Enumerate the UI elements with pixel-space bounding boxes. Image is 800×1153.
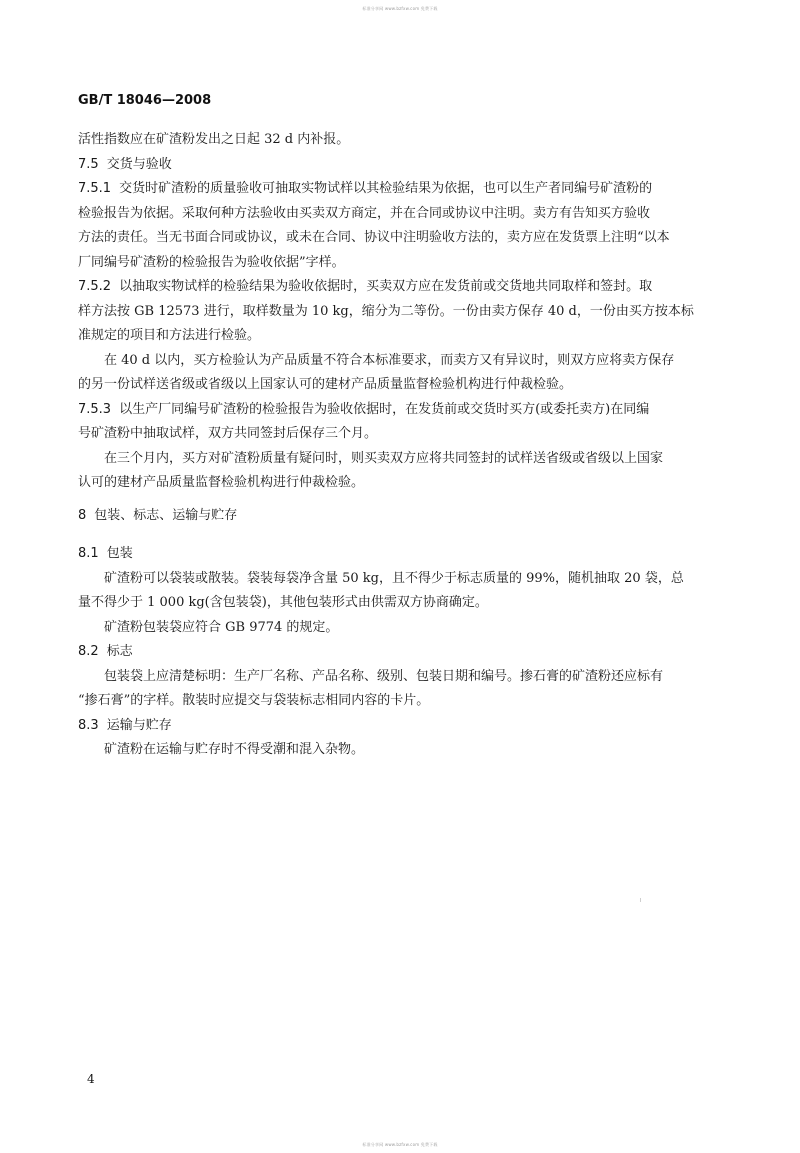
- paragraph-line: 矿渣粉包装袋应符合 GB 9774 的规定。: [104, 619, 339, 635]
- paragraph-line: 在 40 d 以内，买方检验认为产品质量不符合本标准要求，而卖方又有异议时，则双方应将卖方保存: [104, 352, 675, 368]
- section-8-3-heading: [78, 714, 726, 739]
- watermark-bottom: 标准分享网 www.bzfxw.com 免费下载: [362, 1142, 438, 1147]
- paragraph-line: 检验报告为依据。采取何种方法验收由买卖双方商定，并在合同或协议中注明。卖方有告知买方验收: [78, 205, 651, 221]
- section-7-5-heading: [78, 153, 726, 178]
- watermark-top: 标准分享网 www.bzfxw.com 免费下载: [362, 6, 438, 11]
- section-number: 7.5: [78, 156, 99, 172]
- document-body: [78, 128, 726, 763]
- paragraph-line: 包装袋上应清楚标明：生产厂名称、产品名称、级别、包装日期和编号。掺石膏的矿渣粉还应标有: [104, 668, 664, 684]
- clause-text: 以生产厂同编号矿渣粉的检验报告为验收依据时，在发货前或交货时买方(或委托卖方)在同编: [119, 401, 650, 417]
- section-8-2-heading: [78, 640, 726, 665]
- paragraph-line: 方法的责任。当无书面合同或协议，或未在合同、协议中注明验收方法的，卖方应在发货票上注明“以本: [78, 230, 670, 245]
- section-number: 8.2: [78, 644, 99, 659]
- clause-number: 7.5.1: [78, 181, 112, 196]
- paragraph-line: 的另一份试样送省级或省级以上国家认可的建材产品质量监督检验机构进行仲裁检验。: [78, 377, 573, 392]
- section-title: 运输与贮存: [106, 717, 172, 733]
- paragraph-line: 厂同编号矿渣粉的检验报告为验收依据”字样。: [78, 254, 345, 270]
- clause-number: 7.5.2: [78, 279, 112, 294]
- clause-text: 交货时矿渣粉的质量验收可抽取实物试样以其检验结果为依据，也可以生产者同编号矿渣粉的: [119, 181, 653, 196]
- section-8-1-heading: [78, 542, 726, 567]
- clause-7-5-2-line: [78, 275, 726, 300]
- section-title: 交货与验收: [106, 156, 172, 172]
- paragraph-line: 样方法按 GB 12573 进行，取样数量为 10 kg，缩分为二等份。一份由卖方保存 40 d，一份由买方按本标: [78, 303, 694, 319]
- paragraph-line: 量不得少于 1 000 kg(含包装袋)，其他包装形式由供需双方协商确定。: [78, 595, 488, 610]
- spacer: [78, 496, 726, 504]
- clause-number: 7.5.3: [78, 401, 112, 417]
- section-title: 标志: [106, 644, 133, 659]
- section-number: 8.1: [78, 546, 99, 561]
- scan-mark: [640, 898, 641, 902]
- clause-7-5-3-line: [78, 398, 726, 423]
- paragraph-line: “掺石膏”的字样。散装时应提交与袋装标志相同内容的卡片。: [78, 693, 430, 708]
- section-title: 包装: [106, 546, 133, 561]
- section-number: 8: [78, 507, 87, 523]
- paragraph-line: 矿渣粉可以袋装或散装。袋装每袋净含量 50 kg，且不得少于标志质量的 99%，随机抽取 20 袋，总: [104, 570, 684, 586]
- standard-code-header: GB/T 18046—2008: [78, 93, 212, 108]
- continuation-text: 活性指数应在矿渣粉发出之日起 32 d 内补报。: [78, 132, 350, 147]
- paragraph-line: 认可的建材产品质量监督检验机构进行仲裁检验。: [78, 475, 365, 490]
- paragraph-line: 准规定的项目和方法进行检验。: [78, 328, 261, 343]
- page-number: 4: [87, 1072, 95, 1086]
- paragraph-line: 号矿渣粉中抽取试样，双方共同签封后保存三个月。: [78, 426, 378, 441]
- section-number: 8.3: [78, 717, 99, 733]
- spacer: [78, 528, 726, 542]
- paragraph-line: 在三个月内，买方对矿渣粉质量有疑问时，则买卖双方应将共同签封的试样送省级或省级以上国家: [104, 450, 664, 466]
- clause-text: 以抽取实物试样的检验结果为验收依据时，买卖双方应在发货前或交货地共同取样和签封。取: [119, 279, 653, 294]
- section-title: 包装、标志、运输与贮存: [94, 507, 238, 523]
- section-8-heading: [78, 504, 726, 529]
- clause-7-5-1-line: [78, 177, 726, 202]
- paragraph-line: 矿渣粉在运输与贮存时不得受潮和混入杂物。: [104, 742, 365, 757]
